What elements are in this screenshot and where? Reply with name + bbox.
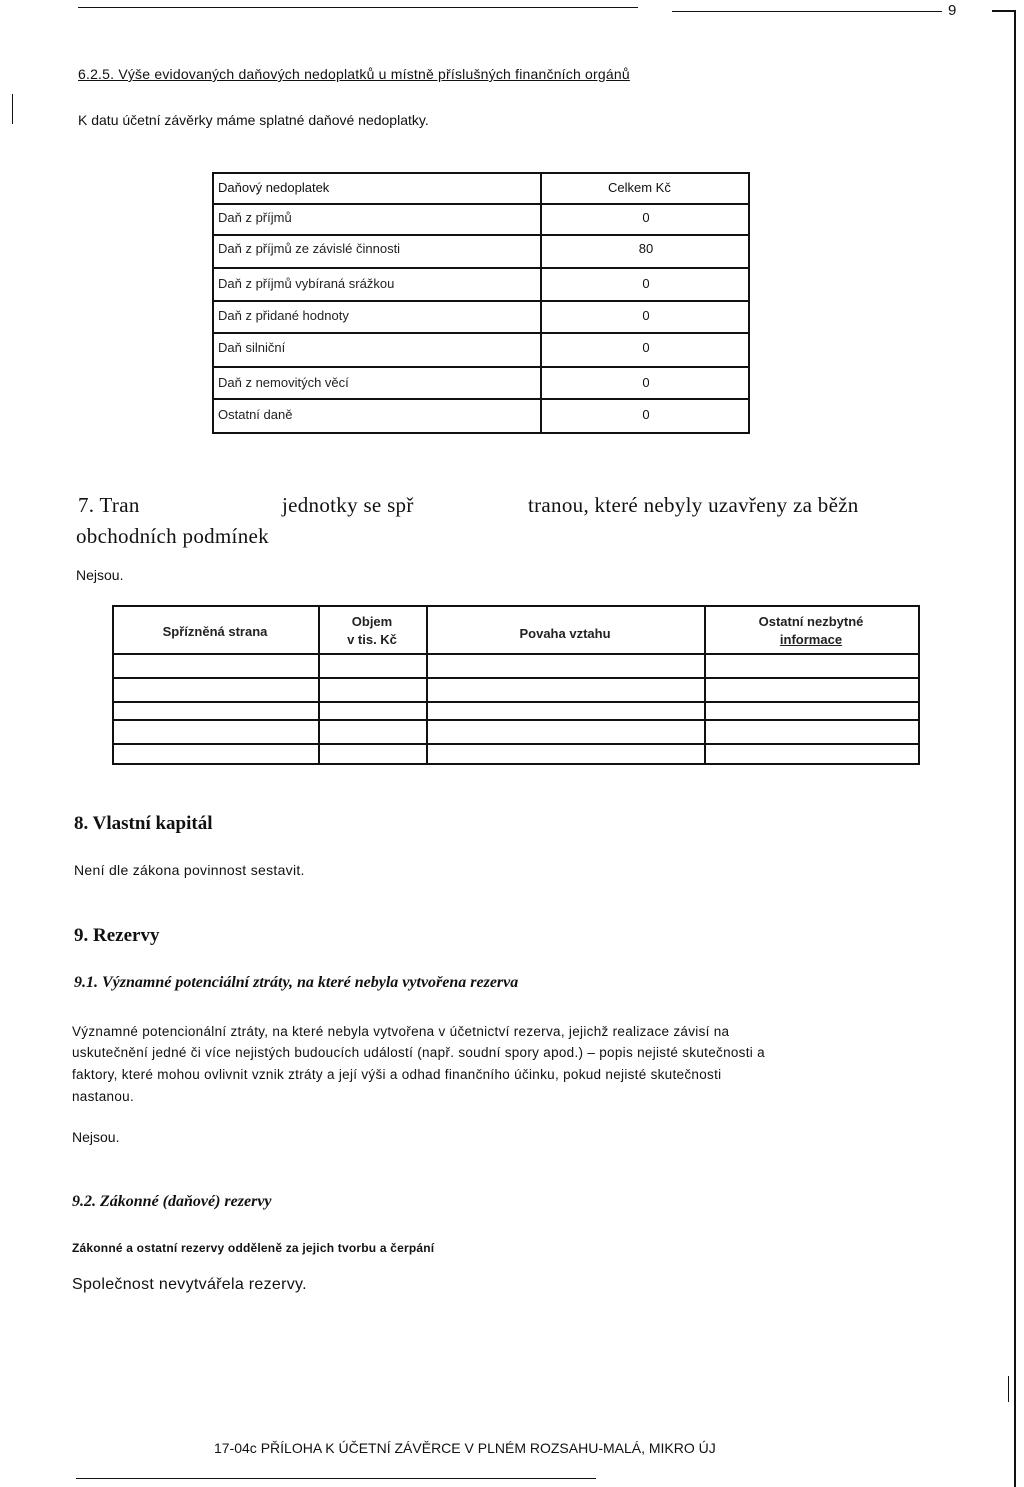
- footer-text: 17-04c PŘÍLOHA K ÚČETNÍ ZÁVĚRCE V PLNÉM ROZSAHU-MALÁ, MIKRO ÚJ: [214, 1440, 716, 1456]
- section-625-title: 6.2.5. Výše evidovaných daňových nedoplatků u místně příslušných finančních orgánů: [78, 66, 630, 82]
- table-rule: [112, 701, 920, 703]
- page-number: 9: [948, 2, 957, 19]
- table-rule: [212, 172, 750, 174]
- top-rule-left: [78, 7, 638, 8]
- table-row: [212, 234, 750, 265]
- tax-value: 0: [642, 210, 650, 225]
- tax-col-header-name: Daňový nedoplatek: [218, 180, 330, 195]
- table-row: [212, 333, 750, 364]
- section-625-text: K datu účetní závěrky máme splatné daňové nedoplatky.: [78, 112, 429, 128]
- rp-header-relation: Povaha vztahu: [519, 626, 611, 641]
- section-91-text-line3: faktory, které mohou ovlivnit vznik ztráty a její výši a odhad finančního účinku, pokud nejisté skutečnosti: [72, 1067, 722, 1082]
- table-row: [212, 203, 750, 234]
- tax-name: Daň z příjmů: [218, 210, 292, 225]
- section-92-text: Zákonné a ostatní rezervy odděleně za jejich tvorbu a čerpání: [72, 1241, 435, 1255]
- table-row: [212, 269, 750, 300]
- tax-value: 80: [638, 241, 654, 256]
- tax-name: Daň z příjmů ze závislé činnosti: [218, 241, 401, 256]
- rp-header-info-1: Ostatní nezbytné: [758, 614, 864, 629]
- rp-header-volume-1: Objem: [351, 614, 393, 629]
- tax-name: Daň silniční: [218, 340, 286, 355]
- tax-value: 0: [642, 276, 650, 291]
- table-rule: [112, 605, 920, 607]
- tax-value: 0: [642, 308, 650, 323]
- tax-arrears-table: [212, 172, 750, 434]
- right-frame-top: [992, 10, 1016, 12]
- section-8-text: Není dle zákona povinnost sestavit.: [74, 862, 305, 878]
- related-party-table: [112, 605, 920, 767]
- section-91-title: 9.1. Významné potenciální ztráty, na které nebyla vytvořena rezerva: [74, 974, 519, 991]
- table-rule: [112, 677, 920, 679]
- top-rule-right: [672, 11, 942, 12]
- section-91-text-line1: Významné potencionální ztráty, na které nebyla vytvořena v účetnictví rezerva, jejichž realizace závisí na: [72, 1024, 730, 1039]
- section-7-title-line1c: tranou, které nebyly uzavřeny za běžn: [528, 493, 859, 517]
- tax-value: 0: [642, 407, 650, 422]
- tax-col-header-total: Celkem Kč: [608, 180, 671, 195]
- right-frame-edge: [1014, 10, 1016, 1487]
- table-rule: [112, 763, 920, 765]
- tax-value: 0: [642, 340, 650, 355]
- section-91-text-line2: uskutečnění jedné či více nejistých budoucích událostí (např. soudní spory apod.) – popis nejisté skutečnosti a: [72, 1045, 765, 1060]
- section-7-title-line1a: 7. Tran: [78, 493, 140, 517]
- tax-name: Ostatní daně: [218, 407, 293, 422]
- tax-name: Daň z nemovitých věcí: [218, 375, 349, 390]
- table-rule: [112, 743, 920, 745]
- left-margin-mark: [12, 94, 13, 124]
- bottom-right-mark: [1008, 1376, 1009, 1402]
- section-9-title: 9. Rezervy: [74, 925, 160, 946]
- footer-rule: [76, 1478, 596, 1479]
- table-row: [212, 301, 750, 332]
- section-91-text-line4: nastanou.: [72, 1089, 134, 1104]
- section-7-title-line2: obchodních podmínek: [76, 524, 269, 548]
- table-border-right: [918, 605, 920, 765]
- tax-name: Daň z přidané hodnoty: [218, 308, 349, 323]
- section-92-title: 9.2. Zákonné (daňové) rezervy: [72, 1193, 272, 1210]
- table-rule: [112, 653, 920, 655]
- section-8-title: 8. Vlastní kapitál: [74, 813, 213, 834]
- table-rule: [112, 719, 920, 721]
- tax-value: 0: [642, 375, 650, 390]
- rp-header-party: Spřízněná strana: [162, 624, 268, 639]
- rp-header-info-2: informace: [779, 632, 843, 647]
- section-92-answer: Společnost nevytvářela rezervy.: [72, 1276, 307, 1293]
- table-row: [212, 368, 750, 399]
- rp-header-volume-2: v tis. Kč: [347, 632, 397, 647]
- section-7-title-line1b: jednotky se spř: [282, 493, 414, 517]
- tax-name: Daň z příjmů vybíraná srážkou: [218, 276, 395, 291]
- table-row: [212, 400, 750, 431]
- section-7-text: Nejsou.: [76, 567, 124, 583]
- section-91-answer: Nejsou.: [72, 1129, 120, 1145]
- table-rule: [212, 432, 750, 434]
